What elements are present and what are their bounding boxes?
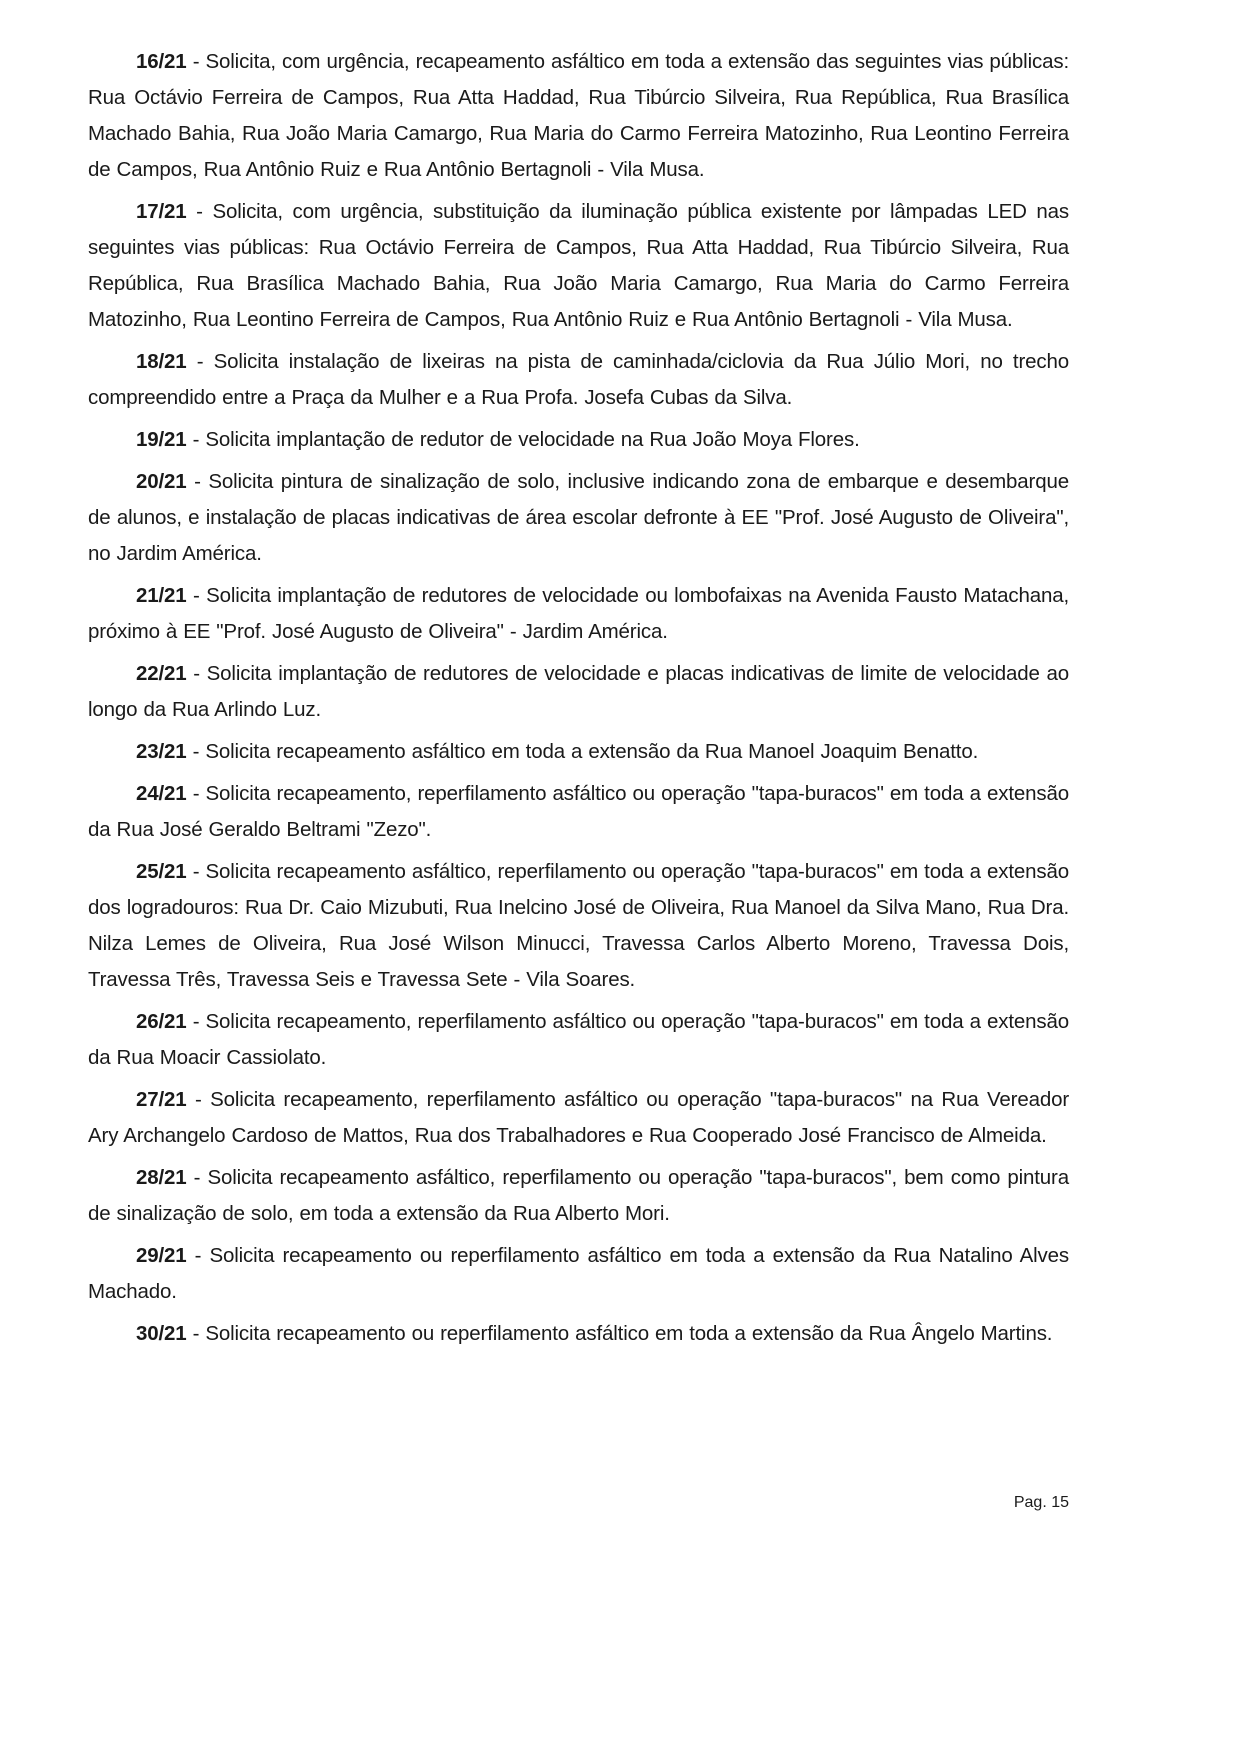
request-number: 27/21 xyxy=(136,1088,187,1111)
request-item xyxy=(88,656,1069,728)
request-number: 26/21 xyxy=(136,1010,187,1033)
request-text: - Solicita recapeamento, reperfilamento asfáltico ou operação "tapa-buracos" na Rua Vereador Ary Archangelo Cardoso de Mattos, Rua dos Trabalhadores e Rua Cooperado José Francisco de Almeida. xyxy=(88,1088,1069,1147)
request-text: - Solicita recapeamento ou reperfilamento asfáltico em toda a extensão da Rua Natalino Alves Machado. xyxy=(88,1244,1069,1303)
request-text: - Solicita recapeamento, reperfilamento asfáltico ou operação "tapa-buracos" em toda a extensão da Rua Moacir Cassiolato. xyxy=(88,1010,1069,1069)
request-text: - Solicita recapeamento asfáltico, reperfilamento ou operação "tapa-buracos", bem como pintura de sinalização de solo, em toda a extensão da Rua Alberto Mori. xyxy=(88,1166,1069,1225)
request-number: 29/21 xyxy=(136,1244,187,1267)
request-number: 25/21 xyxy=(136,860,187,883)
request-text: - Solicita recapeamento, reperfilamento asfáltico ou operação "tapa-buracos" em toda a extensão da Rua José Geraldo Beltrami "Zezo". xyxy=(88,782,1069,841)
request-item xyxy=(88,464,1069,572)
request-number: 19/21 xyxy=(136,428,187,451)
request-item xyxy=(88,344,1069,416)
request-text: - Solicita implantação de redutor de velocidade na Rua João Moya Flores. xyxy=(186,428,860,451)
request-number: 23/21 xyxy=(136,740,187,763)
page-number: Pag. 15 xyxy=(1013,1494,1069,1511)
request-text: - Solicita recapeamento asfáltico, reperfilamento ou operação "tapa-buracos" em toda a extensão dos logradouros: Rua Dr. Caio Mizubuti, Rua Inelcino José de Oliveira, Rua Manoel da Silva Mano, Rua Dra. Nilza Lemes de Oliveira, Rua José Wilson Minucci, Travessa Carlos Alberto Moreno, Travessa Dois, Travessa Três, Travessa Seis e Travessa Sete - Vila Soares. xyxy=(88,860,1069,991)
request-item xyxy=(88,854,1069,998)
request-item xyxy=(88,1004,1069,1076)
request-number: 20/21 xyxy=(136,470,187,493)
request-item xyxy=(88,422,1069,458)
request-item xyxy=(88,1160,1069,1232)
request-item xyxy=(88,1082,1069,1154)
request-number: 16/21 xyxy=(136,50,187,73)
request-text: - Solicita, com urgência, recapeamento asfáltico em toda a extensão das seguintes vias públicas: Rua Octávio Ferreira de Campos, Rua Atta Haddad, Rua Tibúrcio Silveira, Rua República, Rua Brasílica Machado Bahia, Rua João Maria Camargo, Rua Maria do Carmo Ferreira Matozinho, Rua Leontino Ferreira de Campos, Rua Antônio Ruiz e Rua Antônio Bertagnoli - Vila Musa. xyxy=(88,50,1069,181)
request-item xyxy=(88,1316,1069,1352)
request-text: - Solicita recapeamento ou reperfilamento asfáltico em toda a extensão da Rua Ângelo Martins. xyxy=(186,1322,1053,1345)
request-item xyxy=(88,734,1069,770)
request-number: 30/21 xyxy=(136,1322,187,1345)
request-text: - Solicita pintura de sinalização de solo, inclusive indicando zona de embarque e desembarque de alunos, e instalação de placas indicativas de área escolar defronte à EE "Prof. José Augusto de Oliveira", no Jardim América. xyxy=(88,470,1069,565)
request-number: 28/21 xyxy=(136,1166,187,1189)
request-item xyxy=(88,194,1069,338)
request-item xyxy=(88,578,1069,650)
document-page xyxy=(88,44,1069,1358)
request-number: 22/21 xyxy=(136,662,187,685)
request-number: 21/21 xyxy=(136,584,187,607)
request-text: - Solicita instalação de lixeiras na pista de caminhada/ciclovia da Rua Júlio Mori, no trecho compreendido entre a Praça da Mulher e a Rua Profa. Josefa Cubas da Silva. xyxy=(88,350,1069,409)
request-item xyxy=(88,44,1069,188)
request-item xyxy=(88,1238,1069,1310)
request-text: - Solicita implantação de redutores de velocidade ou lombofaixas na Avenida Fausto Matachana, próximo à EE "Prof. José Augusto de Oliveira" - Jardim América. xyxy=(88,584,1069,643)
request-text: - Solicita, com urgência, substituição da iluminação pública existente por lâmpadas LED nas seguintes vias públicas: Rua Octávio Ferreira de Campos, Rua Atta Haddad, Rua Tibúrcio Silveira, Rua República, Rua Brasílica Machado Bahia, Rua João Maria Camargo, Rua Maria do Carmo Ferreira Matozinho, Rua Leontino Ferreira de Campos, Rua Antônio Ruiz e Rua Antônio Bertagnoli - Vila Musa. xyxy=(88,200,1069,331)
request-number: 18/21 xyxy=(136,350,187,373)
request-item xyxy=(88,776,1069,848)
request-number: 17/21 xyxy=(136,200,187,223)
request-number: 24/21 xyxy=(136,782,187,805)
request-text: - Solicita recapeamento asfáltico em toda a extensão da Rua Manoel Joaquim Benatto. xyxy=(186,740,979,763)
request-text: - Solicita implantação de redutores de velocidade e placas indicativas de limite de velocidade ao longo da Rua Arlindo Luz. xyxy=(88,662,1069,721)
